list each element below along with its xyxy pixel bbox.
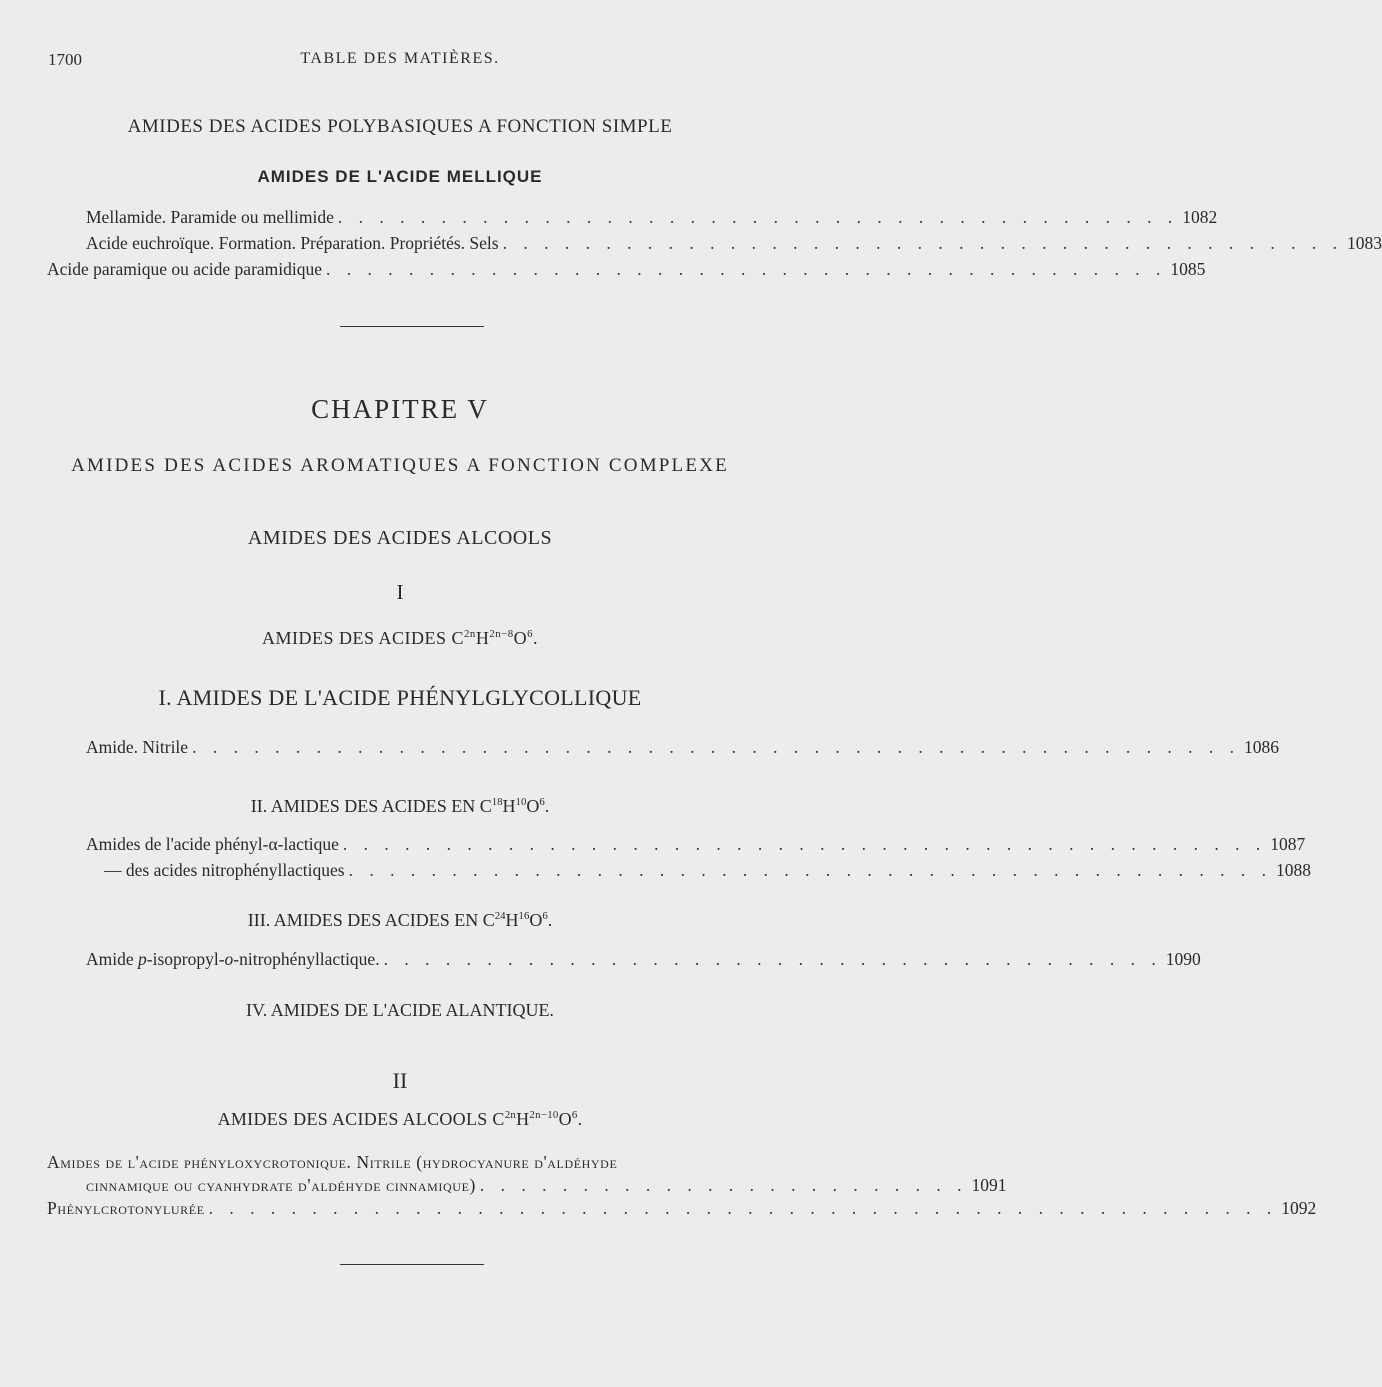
- toc-entry: [86, 1175, 1007, 1196]
- heading-text: III. AMIDES DES ACIDES EN C: [247, 910, 495, 930]
- formula-superscript: 2n−10: [529, 1109, 559, 1121]
- entry-page: 1092: [1281, 1198, 1317, 1218]
- formula-superscript: 18: [491, 796, 503, 808]
- formula-heading: [0, 628, 800, 649]
- subsection-heading-phenylglycollique: I. AMIDES DE L'ACIDE PHÉNYLGLYCOLLIQUE: [158, 685, 642, 710]
- entry-text-part: -isopropyl-: [146, 949, 225, 969]
- formula-superscript: 2n: [464, 628, 476, 640]
- leader-dots: . . . . . . . . . . . . . . . . . . . . . . . .: [479, 1175, 968, 1195]
- toc-entry: [47, 259, 1206, 280]
- formula-superscript: 10: [515, 796, 527, 808]
- entry-text: Amide. Nitrile: [86, 737, 189, 757]
- entry-page: 1086: [1243, 737, 1279, 757]
- heading-text: .: [547, 910, 553, 930]
- formula-superscript: 16: [518, 910, 530, 922]
- entry-page: 1087: [1270, 834, 1306, 854]
- entry-text: cinnamique ou cyanhydrate d'aldéhyde cinnamique): [86, 1175, 476, 1195]
- formula-superscript: 6: [527, 628, 534, 640]
- toc-entry: [86, 233, 1382, 254]
- formula-element: H: [516, 1109, 530, 1129]
- entry-text: — des acides nitrophényllactiques: [104, 860, 345, 880]
- leader-dots: . . . . . . . . . . . . . . . . . . . . . . . . . . . . . . . . . . . . . . . . .: [502, 233, 1343, 253]
- entry-page: 1090: [1165, 949, 1201, 969]
- leader-dots: . . . . . . . . . . . . . . . . . . . . . . . . . . . . . . . . . . . . . . . . . . . . .: [348, 860, 1272, 880]
- formula-element: H: [475, 628, 490, 648]
- formula-heading: [0, 1109, 800, 1130]
- subsection-heading-ii: [0, 796, 800, 817]
- chapter-subtitle: AMIDES DES ACIDES AROMATIQUES A FONCTION COMPLEXE: [71, 455, 729, 476]
- heading-text: AMIDES DES ACIDES C: [261, 628, 465, 648]
- entry-page: 1085: [1170, 259, 1206, 279]
- leader-dots: . . . . . . . . . . . . . . . . . . . . . . . . . . . . . . . . . . . . . . . . .: [326, 259, 1167, 279]
- formula-superscript: 2n: [504, 1109, 517, 1121]
- toc-entry: [86, 834, 1306, 855]
- leader-dots: . . . . . . . . . . . . . . . . . . . . . . . . . . . . . . . . . . . . . . . . . . . . . . . . . . . .: [208, 1198, 1278, 1218]
- leader-dots: . . . . . . . . . . . . . . . . . . . . . . . . . . . . . . . . . . . . . . . . . . . . .: [342, 834, 1267, 854]
- subheading-mellique: AMIDES DE L'ACIDE MELLIQUE: [257, 167, 543, 186]
- page-number: 1700: [48, 50, 82, 69]
- formula-element: O: [513, 628, 528, 648]
- entry-text: Acide paramique ou acide paramidique: [47, 259, 323, 279]
- entry-text-part: Amide: [86, 949, 139, 969]
- formula-superscript: 6: [539, 796, 545, 808]
- entry-text-part: -nitrophényllactique.: [233, 949, 380, 969]
- divider-rule: [340, 326, 484, 327]
- heading-text: .: [577, 1109, 583, 1129]
- leader-dots: . . . . . . . . . . . . . . . . . . . . . . . . . . . . . . . . . . . . . . . . . . . . . . . . . . .: [192, 737, 1240, 757]
- entry-text: Acide euchroïque. Formation. Préparation. Propriétés. Sels: [86, 233, 499, 253]
- running-title: TABLE DES MATIÈRES.: [300, 50, 500, 67]
- entry-italic: p: [138, 949, 147, 969]
- heading-text: .: [533, 628, 539, 648]
- formula-element: O: [529, 910, 543, 930]
- entry-text: Phénylcrotonylurée: [47, 1198, 205, 1218]
- subsection-heading-iii: [0, 910, 800, 931]
- entry-text: Mellamide. Paramide ou mellimide: [86, 207, 334, 227]
- toc-entry: [86, 737, 1279, 758]
- part-numeral: II: [392, 1068, 408, 1093]
- toc-entry: [86, 949, 1201, 970]
- formula-element: H: [502, 796, 516, 816]
- entry-page: 1091: [971, 1175, 1007, 1195]
- part-title: AMIDES DES ACIDES ALCOOLS: [247, 527, 553, 549]
- formula-superscript: 24: [494, 910, 506, 922]
- entry-text: Amides de l'acide phényl-α-lactique: [86, 834, 339, 854]
- entry-text-line1: Amides de l'acide phényloxycrotonique. Nitrile (hydrocyanure d'aldéhyde: [47, 1152, 618, 1172]
- leader-dots: . . . . . . . . . . . . . . . . . . . . . . . . . . . . . . . . . . . . . .: [383, 949, 1162, 969]
- formula-superscript: 2n−8: [489, 628, 514, 640]
- formula-superscript: 6: [571, 1109, 578, 1121]
- formula-superscript: 6: [542, 910, 548, 922]
- entry-page: 1083: [1346, 233, 1382, 253]
- toc-entry: [47, 1198, 1317, 1219]
- divider-rule: [340, 1264, 484, 1265]
- section-heading-polybasiques: AMIDES DES ACIDES POLYBASIQUES A FONCTION SIMPLE: [127, 116, 673, 137]
- subsection-heading-iv: IV. AMIDES DE L'ACIDE ALANTIQUE.: [246, 1000, 554, 1020]
- formula-element: O: [526, 796, 540, 816]
- toc-entry: [104, 860, 1311, 881]
- formula-element: O: [558, 1109, 572, 1129]
- heading-text: II. AMIDES DES ACIDES EN C: [250, 796, 492, 816]
- part-numeral: I: [396, 580, 404, 604]
- leader-dots: . . . . . . . . . . . . . . . . . . . . . . . . . . . . . . . . . . . . . . . . .: [337, 207, 1179, 227]
- formula-element: H: [505, 910, 519, 930]
- chapter-title: CHAPITRE V: [311, 394, 489, 424]
- toc-entry: [86, 207, 1218, 228]
- entry-text: [86, 949, 380, 970]
- heading-text: AMIDES DES ACIDES ALCOOLS C: [217, 1109, 505, 1129]
- entry-page: 1088: [1275, 860, 1311, 880]
- heading-text: .: [544, 796, 550, 816]
- entry-italic: o: [224, 949, 234, 969]
- entry-page: 1082: [1182, 207, 1218, 227]
